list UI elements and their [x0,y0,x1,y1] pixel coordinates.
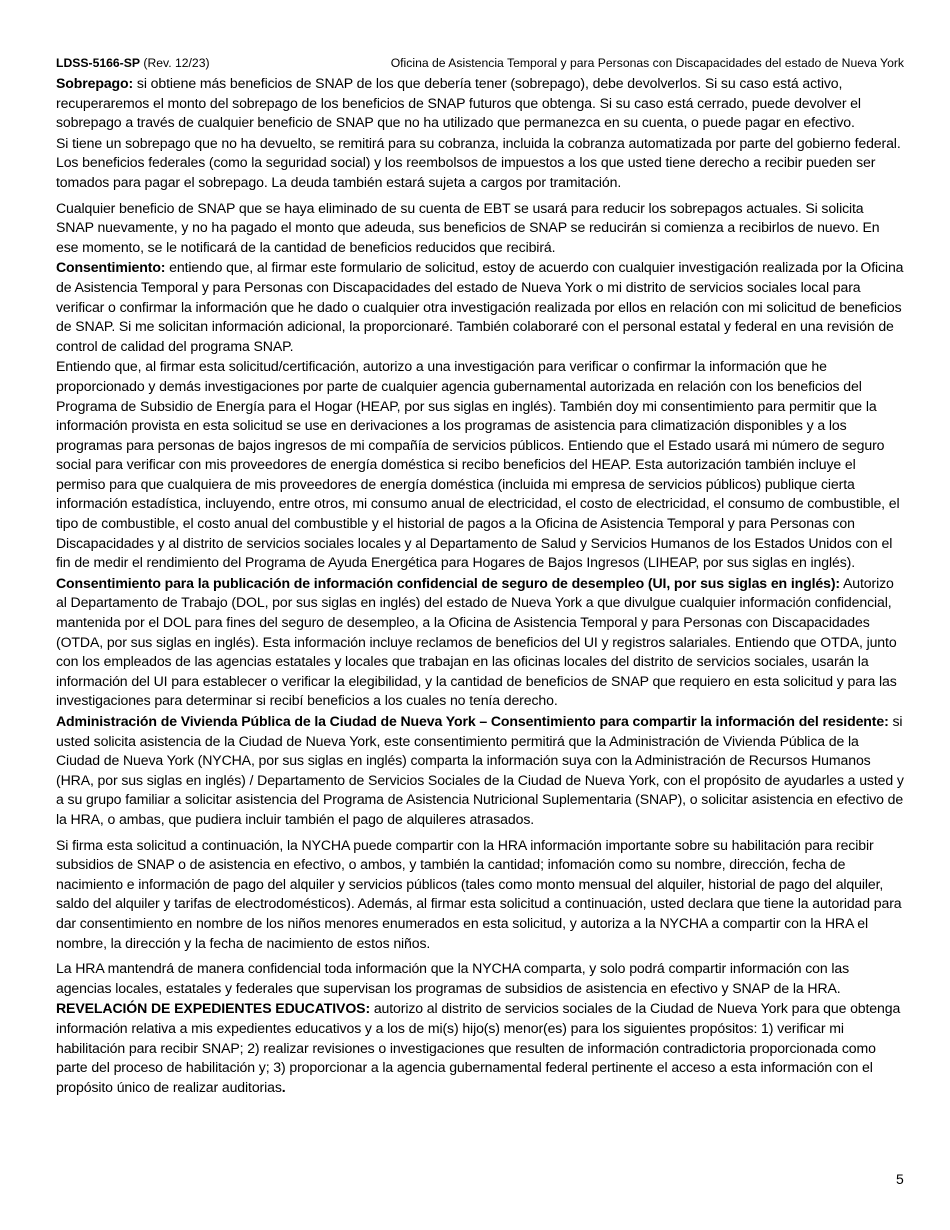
paragraph-nycha-sharing [56,836,904,954]
paragraph-lead: Consentimiento: [56,259,166,276]
paragraph-text: Si firma esta solicitud a continuación, la NYCHA puede compartir con la HRA información importante sobre su habilitación para recibir subsidios de SNAP o de asistencia en efectivo, o ambos, y también la cantidad; infomación como su nombre, dirección, fecha de nacimiento e información de pago del alquiler y servicios públicos (tales como monto mensual del alquiler, historial de pago del alquiler, saldo del alquiler y tarifas de electrodomésticos). Además, al firmar esta solicitud a continuación, usted declara que tiene la autoridad para dar consentimiento en nombre de los niños menores enumerados en esta solicitud, y autoriza a la NYCHA a compartir con la HRA el nombre, la dirección y la fecha de nacimiento de estos niños. [56,836,902,951]
paragraph-heap-consent [56,357,904,573]
form-revision: (Rev. 12/23) [140,56,210,70]
paragraph-text: Si tiene un sobrepago que no ha devuelto, se remitirá para su cobranza, incluida la cobranza automatizada por parte del gobierno federal. Los beneficios federales (como la seguridad social) y los reembolsos de impuestos a los que usted tiene derecho a recibir pueden ser tomados para pagar el sobrepago. La deuda también estará sujeta a cargos por tramitación. [56,134,901,190]
document-page [56,56,904,1098]
paragraph-text: Autorizo al Departamento de Trabajo (DOL, por sus siglas en inglés) del estado de Nueva York a que divulgue cualquier información confidencial, mantenida por el DOL para fines del seguro de desempleo, a la Oficina de Asistencia Temporal y para Personas con Discapacidades (OTDA, por sus siglas en inglés). Esta información incluye reclamos de beneficios del UI y registros salariales. Entiendo que OTDA, junto con los empleados de las agencias estatales y locales que trabajan en las oficinas locales del distrito de servicios sociales, usarán la información del UI para establecer o verificar la elegibilidad, y la cantidad de beneficios de SNAP que requiero en esta solicitud y para las investigaciones para determinar si recibí beneficios a los cuales no tenía derecho. [56,574,897,709]
paragraph-trailing-period: . [281,1078,286,1095]
agency-name: Oficina de Asistencia Temporal y para Personas con Discapacidades del estado de Nueva York [390,56,904,70]
paragraph-nycha-consent [56,712,904,830]
paragraph-text: Cualquier beneficio de SNAP que se haya eliminado de su cuenta de EBT se usará para reducir los sobrepagos actuales. Si solicita SNAP nuevamente, y no ha pagado el monto que adeuda, sus beneficios de SNAP se reducirán si comienza a recibirlos de nuevo. En ese momento, se le notificará de la cantidad de beneficios reducidos que recibirá. [56,199,880,255]
paragraph-text: Entiendo que, al firmar esta solicitud/certificación, autorizo a una investigación para verificar o confirmar la información que he proporcionado y demás investigaciones por parte de cualquier agencia gubernamental autorizada en relación con los beneficios del Programa de Subsidio de Energía para el Hogar (HEAP, por sus siglas en inglés). También doy mi consentimiento para permitir que la información provista en esta solicitud se use en derivaciones a los programas de asistencia para climatización disponibles y a los programas para personas de bajos ingresos de mi compañía de servicios públicos. Entiendo que el Estado usará mi número de seguro social para verificar con mis proveedores de energía doméstica si recibo beneficios del HEAP. Esta autorización también incluye el permiso para que cualquiera de mis proveedores de energía doméstica (incluida mi empresa de servicios públicos) publique cierta información estadística, incluyendo, entre otros, mi consumo anual de electricidad, el costo de electricidad, el consumo de combustible, el tipo de combustible, el costo anual del combustible y el historial de pagos a la Oficina de Asistencia Temporal y para Personas con Discapacidades y al distrito de servicios sociales locales y al Departamento de Salud y Servicios Humanos de los Estados Unidos con el fin de medir el rendimiento del Programa de Ayuda Energética para Hogares de Bajos Ingresos (LIHEAP, por sus siglas en inglés). [56,358,900,571]
paragraph-ebt-benefits [56,199,904,258]
paragraph-text: entiendo que, al firmar este formulario de solicitud, estoy de acuerdo con cualquier investigación realizada por la Oficina de Asistencia Temporal y para Personas con Discapacidades del estado de Nueva York o mi distrito de servicios sociales local para verificar o confirmar la información que he dado o cualquier otra investigación realizada por ellos en relación con mi solicitud de beneficios de SNAP. Si me solicitan información adicional, la proporcionaré. También colaboraré con el personal estatal y federal en una revisión de control de calidad del programa SNAP. [56,259,904,354]
paragraph-consent [56,258,904,356]
paragraph-lead: REVELACIÓN DE EXPEDIENTES EDUCATIVOS: [56,1000,371,1017]
paragraph-text: si obtiene más beneficios de SNAP de los que debería tener (sobrepago), debe devolverlos. Si su caso está activo, recuperaremos el monto del sobrepago de los beneficios de SNAP futuros que obtenga. Si su caso está cerrado, puede devolver el sobrepago a través de cualquier beneficio de SNAP que no ha utilizado que permanezca en su cuenta, o puede pagar en efectivo. [56,75,861,131]
paragraph-lead: Administración de Vivienda Pública de la Ciudad de Nueva York – Consentimiento para compartir la información del residente: [56,713,889,729]
page-header [56,56,904,71]
paragraph-education-records [56,999,904,1097]
paragraph-text: autorizo al distrito de servicios sociales de la Ciudad de Nueva York para que obtenga información relativa a mis expedientes educativos y a los de mi(s) hijo(s) menor(es) para los siguientes propósitos: 1) verificar mi habilitación para recibir SNAP; 2) realizar revisiones o investigaciones que resulten de información contradictoria proporcionada como parte del proceso de habilitación y; 3) proporcionar a la agencia gubernamental federal pertinente el acceso a esta información con el propósito único de realizar auditorias [56,1000,901,1095]
document-body [56,74,904,1097]
paragraph-ui-consent [56,574,904,711]
paragraph-overpayment-collection [56,134,904,193]
paragraph-text: La HRA mantendrá de manera confidencial toda información que la NYCHA comparta, y solo podrá compartir información con las agencias locales, estatales y federales que supervisan los programas de subsidios de asistencia en efectivo y SNAP de la HRA. [56,960,850,996]
paragraph-lead: Sobrepago: [56,75,134,91]
page-number: 5 [896,1171,904,1187]
form-identifier [56,56,210,71]
paragraph-overpayment [56,74,904,133]
paragraph-hra-confidential [56,959,904,998]
paragraph-text: si usted solicita asistencia de la Ciudad de Nueva York, este consentimiento permitirá que la Administración de Vivienda Pública de la Ciudad de Nueva York (NYCHA, por sus siglas en inglés) comparta la información suya con la Administración de Recursos Humanos (HRA, por sus siglas en inglés) / Departamento de Servicios Sociales de la Ciudad de Nueva York, con el propósito de ayudarles a usted y a su grupo familiar a solicitar asistencia del Programa de Asistencia Nutricional Suplementaria (SNAP), o solicitar asistencia en efectivo de la HRA, o ambas, que pudiera incluir también el pago de alquileres atrasados. [56,713,904,827]
form-code: LDSS-5166-SP [56,56,140,70]
paragraph-lead: Consentimiento para la publicación de información confidencial de seguro de desempleo (UI, por sus siglas en inglés): [56,574,840,591]
